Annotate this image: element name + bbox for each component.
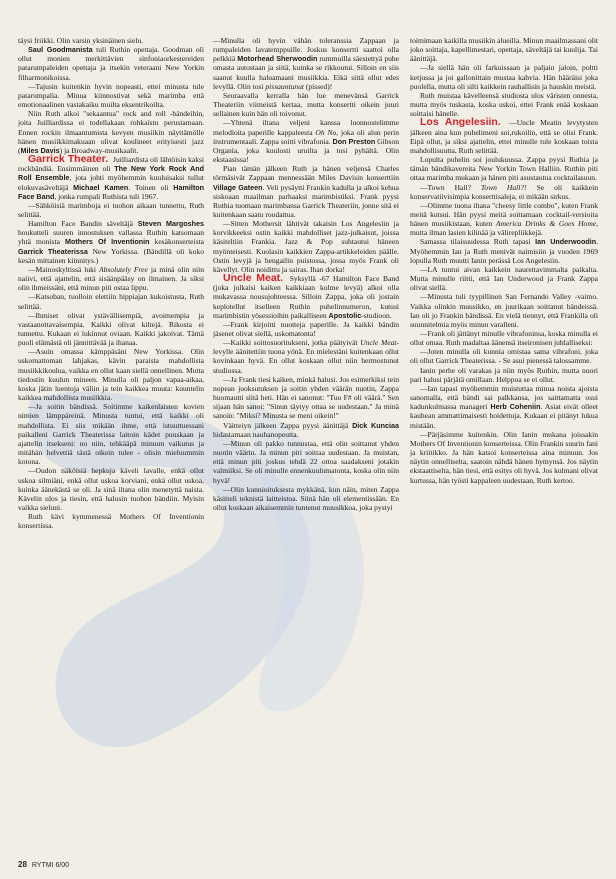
article-column-3	[410, 36, 598, 851]
text-run: —Town Hall?	[420, 182, 481, 192]
paragraph	[410, 201, 598, 238]
text-run: —Olimme tuona iltana "cheesy little combo", kuten Frank meitä kutsui. Hän pyysi meitä soittamaan cocktail-versioita hänen musiikistaan, kuten	[410, 200, 598, 229]
paragraph: —Asuin omassa kämppäsäni New Yorkissa. Olin uskomattoman lahjakas, kävin paraista mahdollista musiikkikoulua, vaikka en ollut kaan siellä onnellinen. Mutta tiedostin kuulun mineen. Minulla oli paljon vapaa-aikaa, koska jätin luentoja väliin ja tein kaikkea muuta: kuuntelin kaikkea mahdollista musiikkia.	[18, 347, 204, 403]
bold-name: Michael Kamen	[73, 182, 129, 192]
bold-name: Hamilton Face Band	[18, 182, 204, 201]
text-run: Juilliardista oli lähtöisin kaksi rockbändiä. Ensimmäinen oli	[18, 155, 204, 174]
paragraph	[410, 237, 598, 264]
bold-name: The New York Rock And Roll Ensemble	[18, 164, 204, 183]
section-heading: Los Angelesiin.	[420, 116, 501, 129]
text-run: . Veli pysäytti Frankin kadulla ja alkoi kehua siskoaan maailman parhaaksi marimbistiksi. Frank pyysi Ruthia tuomaan marimbansa Garrick Theateriin, jonne sitä ei kuitenkaan saatu roudattua.	[213, 182, 399, 219]
bold-name: Herb Coheniin	[490, 402, 541, 412]
bold-name: Ian Underwoodin	[535, 237, 597, 247]
paragraph: Ruth kävi kymmenessä Mothers Of Inventionin konsertissa.	[18, 512, 204, 531]
italic-title: Town Hall?!	[480, 182, 527, 192]
paragraph: Ianin perhe oli varakas ja niin myös Ruthin, mutta nuori pari halusi pärjätä omillaan. Helppoa se ei ollut.	[410, 365, 598, 384]
paragraph	[410, 118, 598, 155]
paragraph: —Pärjäsimme kuitenkin. Olin Ianin mukana joissakin Mothers Of Inventionin konserteissa. Olin Frankin suurin fani ja kriitikko. Ja hän katsoi konserteissa aina minuun. Jos näytin onnelliselta, saatoin nähdä hänen hymynsä. Jos näytin ekstaattiselta, hän tiesi, että esitys oli hyvä. Jos kulmani olivat kurtussa, hän työsti kappaleen uudestaan, Ruth kertoo.	[410, 429, 598, 485]
paragraph: —Oudon näköisiä hepkuja käveli lavalle, enkä ollut uskoa silmiäni, enkä ollut uskoa korviani, enkä ollut uskoa, kuinka äänekästä se oli. Ja sinä iltana olin menetyttä naista. Kävelin ulos ja tiesin, että halusin tuohon bändiin. Myisin vaikka sieluni.	[18, 466, 204, 512]
text-run: —Yhtenä iltana veljeni kanssa luonnostelimme melodioita paperille kappaleesta	[213, 118, 399, 137]
paragraph: Lopulta puhelin soi joulukuussa. Zappa pyysi Ruthia ja tämän bändikavereita New Yorkin Town Halliin. Ruthin piti ottaa marimba mukaan ja hänen piti asustautua cocktailasuun.	[410, 155, 598, 183]
paragraph: Seuraavalla kerralla hän lue menevänsä Garrick Theateriin viimeistä kertaa, mutta konsertti oikein juuri sellainen kuin hän oli toivonut.	[213, 90, 399, 119]
bold-name: Motorhead Sherwoodin	[237, 54, 318, 64]
section-heading: Garrick Theater.	[28, 153, 109, 166]
text-run: Niin Ruth alkoi "sekaantua" rock and roll -bändeihin, joita Juilliardissa ei todellakaan rohkaistu perustamaan. Ennen rockin ilmaantumista kevyen musiikin näyttämölle hänen musiikkimakuaan olivat koulineet erityisesti jazz (	[18, 109, 204, 155]
paragraph	[18, 155, 204, 201]
text-run: . Asiat eivät olleet kauhean ammattimaisesti hoidettuja. Kukaan ei pitänyt lukua mistään.	[410, 402, 598, 430]
bold-name: Don Preston	[332, 136, 376, 146]
text-run: Syksyllä -67 Hamilton Face Band (joka julkaisi kaiken kaikkiaan kolme levyä) alkoi olla mukavassa nousujohteessa. Silloin Zappa, joka oli jostain keplotellut itselleen Ruthin puhelinnumeron, kutsui marimbistin yösessioihin paikalliseen	[213, 274, 399, 320]
paragraph	[410, 384, 598, 430]
text-run: hidastamaan nauhanopeutta.	[213, 429, 299, 439]
paragraph	[213, 421, 399, 439]
bold-name: Garrick Theaterissa	[18, 246, 88, 256]
paragraph: toimimaan kaikilla musiikin alueilla. Minun maailmassani olit joko soittaja, kapellimestari, opettaja, säveltäjä tai kuulija. Tai äänittäjä.	[410, 36, 598, 64]
paragraph: —Tajusin kuitenkin hyvin nopeasti, ettei minusta tule patarumpalia. Minua kiinnostivat sekä marimba että emotionaalinen vastakaiku muilta eksentrikoilta.	[18, 81, 204, 110]
bold-name: Mothers Of Inventionin	[64, 237, 150, 247]
text-run: ) ja Broadway-musikaalit.	[59, 145, 139, 155]
paragraph: Ruth muistaa kävelleensä studiosta ulos väristen onnesta, mutta myös tuskasta, koska uskoi, ettei Frank enää koskaan soittaisi hänelle.	[410, 90, 598, 119]
page-number: 28	[18, 860, 27, 869]
paragraph	[18, 219, 204, 265]
text-run: —Ian tapasi myöhemmin muistuttaa minua noista ajoista sanomalla, että bändi sai palkkansa, jos saittamatta osui kadunkulmassa manageri	[410, 383, 598, 412]
paragraph: —Katsoban, tuolloin elettiin hippiajan kukoistusta, Ruth selittää.	[18, 292, 204, 311]
text-run: Väitteiyn jälkeen Zappa pyysi äänittäjä	[223, 420, 353, 430]
paragraph: —Ja siellä hän oli farkuissaan ja paljain jaloin, poltti ketjussa ja joi gallonittain mustaa kahvia. Hän hääräisi joka puolella, mutta oli silti kaikkein rauhallisin ja hauskin meistä.	[410, 63, 598, 91]
text-run: , jonka rumpali Ruthista tuli 1967.	[54, 191, 159, 201]
paragraph: —Frank oli jättänyt minulle vibrafoninsa, koska minulla ei ollut omaa. Ruth madaltaa äänensä itseironisen juhlalliseksi:	[410, 329, 598, 348]
text-run: Samassa tilaisuudessa Ruth tapasi	[420, 237, 536, 247]
article-column-1	[18, 36, 204, 851]
page-footer	[18, 860, 69, 869]
text-run: houkutteli suuren innostuksen vallassa Ruthin katsomaan yhtä monista	[18, 228, 204, 247]
text-run: —Kaikki soittosuoritukseni, jotka päätyivät	[223, 338, 361, 348]
paragraph: —Ja soitin bändissä. Soitimme kaikenlaisten kovien nimien lämppäreinä. Minusta tuntui, että kaikki oli mahdollista. Ei siis mikään ihme, että istuuttuessani paikalleni Garrick Theaterissa laitoin kädet puuskaan ja ajattelin itsekseni: no niin, tehkääpä minuun vaikutus ja mitähän helvettiä tästä oikein tulee - olisin mieluummin kotona.	[18, 402, 204, 467]
text-run: —Uncle Meatin levytysten jälkeen aina kun puhelimeni soi,rukoilin, että se olisi Frank. Eipä ollut, ja siksi ajattelin, ettei minulle tule koskaan toista mahdollisuutta, Ruth selittää.	[410, 118, 598, 155]
italic-title: America Drinks & Goes Home	[495, 219, 597, 229]
article-column-2	[213, 36, 399, 851]
italic-title: Absolutely Free	[99, 264, 148, 274]
paragraph: —Minusta tuli tyypillinen San Fernando Valley -vaimo. Vaikka olinkin muusikko, en juurikaan soittanut bändeissä. Ian oli jo Frankin bändissä. En vielä tiennyt, että Frankilla oli suunnitelmia myös minun varalleni.	[410, 292, 598, 329]
paragraph: —Sähköisiä marimboja ei tuohon aikaan tunnettu, Ruth selittää.	[18, 200, 204, 219]
bold-name: Steven Margoshes	[137, 219, 204, 229]
paragraph	[213, 274, 399, 320]
bold-name: Miles Davis	[20, 145, 60, 155]
bold-name: Saul Goodmanista	[28, 45, 93, 55]
bold-name: Dick Kunciaa	[352, 420, 399, 430]
text-run: —Minulla oli hyvin vähän toleranssia Zappaan ja rumpaleiden lavatemppuille. Joskus konsertti saattoi olla pelkkiä	[213, 36, 399, 64]
text-run: (pissed)!	[304, 81, 333, 91]
paragraph: —Ja Frank tiesi kaiken, minkä halusi. Jos esimerkiksi tein nopean juoksutuksen ja soitin yhden väärän nuotin, Zappa huomautti siitä heti. Hän ei sanonut: "Tuo F# oli väärä." Sen sijaan hän sanoi: "Sinun täytyy ottaa se uudestaan." Ja minä sanoin: "Miksi? Minusta se meni oikein!"	[213, 374, 399, 421]
paragraph	[213, 36, 399, 91]
paragraph: —Olin kunnioituksesta mykkänä, kun näin, miten Zappa käsitteli teknistä laitteistoa. Siinä hän oli elementissään. En ollut koskaan aikaisemmin tuntenut muusikkoa, joka pystyi	[213, 484, 399, 512]
text-run: ja minä olin niin naiivi, että ajattelin, että sisäänpääsy on ilmainen. Ja siksi olin ihmeissäni, että minun piti ostaa lippu.	[18, 264, 204, 293]
bold-name: Village Gateen	[213, 182, 263, 192]
italic-title: Oh No	[315, 127, 337, 137]
italic-title: Uncle Meat	[360, 338, 397, 348]
text-run: Pian tämän jälkeen Ruth ja hänen veljensä Charles törmäsivät Zappaan mennessään Miles Davisin konserttiin	[213, 164, 399, 183]
section-heading: Uncle Meat.	[223, 272, 284, 285]
italic-title: pissauntunut	[265, 81, 304, 91]
text-run: , joka oli alun perin instrumentaali. Zappa soitti vibrafonia.	[213, 127, 399, 146]
paragraph: —LA tuntui aivan kaikkein naurettavimmalta paikalta. Mutta minulle riitti, että Ian Underwood ja Frank Zappa olivat siellä.	[410, 264, 598, 293]
paragraph	[213, 338, 399, 375]
text-run: Hamilton Face Bandin säveltäjä	[28, 219, 138, 229]
text-run: Se oli kaikkein konservatiivisimpia konserttisaleja, ei mikään sirkus.	[410, 182, 598, 201]
paragraph: —Minun oli pakko tunnustaa, että olin soittanut yhden nuotin väärin. Ja minun piti soittaa uudestaan. Ja muistan, että minun piti joskus tehdä 22 ottoa saadakseni jotakin valmiiksi. Se oli minulle ennenkuulumatonta, koska olin niin hyvä!	[213, 438, 399, 485]
text-run: -studioon.	[361, 310, 392, 320]
text-run: . Myöhemmin Ian ja Ruth menivät naimisiin ja vuoden 1969 lopulla Ruth muutti Ianin perässä Los Angelesiin.	[410, 237, 598, 265]
paragraph	[213, 164, 399, 219]
paragraph: —Joten minulla oli kunnia omistaa sama vibrafoni, joka oli ollut Garrick Theaterissa. - Se asui pienessä talossamme.	[410, 347, 598, 366]
text-run: —Mainoskyltissä luki	[28, 264, 100, 274]
text-run: , jota johti myöhemmin kuuluisaksi tullut elokuvasäveltäjä	[18, 173, 204, 192]
text-run: -levylle äänitettiin tuona yönä. En mielestäni kuitenkaan ollut kovinkaan hyvä. En ollut koskaan ollut niin hermostunut studiossa.	[213, 338, 399, 375]
text-run: New Yorkissa. (Bändillä oli koko kesän mittainen kiinnitys.)	[18, 246, 204, 265]
paragraph: —Frank kirjoitti nuotteja paperille. Ja kaikki bändin jäsenet olivat siellä, uskomatonta!	[213, 319, 399, 338]
text-run: Gibson Organia, joka kuulosti uruilta ja tosi pyhältä. Olin ekstaasissa!	[213, 136, 399, 165]
text-run: . Toinen oli	[128, 182, 174, 192]
paragraph	[18, 109, 204, 155]
magazine-issue: RYTMI 6/00	[31, 862, 70, 869]
paragraph: täysi friikki. Olin varsin yksinäinen sielu.	[18, 36, 144, 45]
paragraph	[18, 265, 204, 292]
paragraph	[18, 45, 204, 82]
paragraph	[213, 118, 399, 164]
text-run: tuli Ruthin opettaja. Goodman oli ollut monien merkittävien sinfoniaorkestereiden patarumpaleiden opettaja ja itsekin veteraani New Yorkin filharmonikoissa.	[18, 45, 204, 82]
paragraph: —Ihmiset olivat ystävällisempiä, avoimempia ja vastaanottavaisempia. Kaikki olivat kiltejä. Rikosta ei tunnettu. Kukaan ei lukinnut oviaan. Kaikki jakoivat. Tämä puoli elämästä oli jännittävää ja ihanaa.	[18, 310, 204, 348]
text-run: kesäkonserteista	[149, 237, 204, 247]
bold-name: Apostolic	[328, 310, 362, 320]
text-run: , mutta ilman lasien kilinää ja välirepliikkejä.	[410, 219, 598, 238]
text-run: rummuilla säestettyä puhe omasta autostaan ja siitä, kuinka se rikkoutui. Silloin en siis saanut kuulla haluamaani musiikkia. Eikä siitä ollut edes levyllä. Olin tosi	[213, 54, 399, 91]
paragraph: —Sitten Mothersit lähtivät takaisin Los Angelesiin ja korvikkeeksi ostin kaikki mahdolliset jazz-julkaisut, joissa käsiteltiin Frankia. Jazz & Pop suhtautui häneen myönteisesti. Kuolasin kaikkien Zappa-artikkeleiden päälle. Ostin levyjä ja hengailin puistossa, jossa myös Frank oli kävellyt. Olin noidittu ja sairas. Ihan dorka!	[213, 219, 399, 274]
paragraph	[410, 183, 598, 201]
